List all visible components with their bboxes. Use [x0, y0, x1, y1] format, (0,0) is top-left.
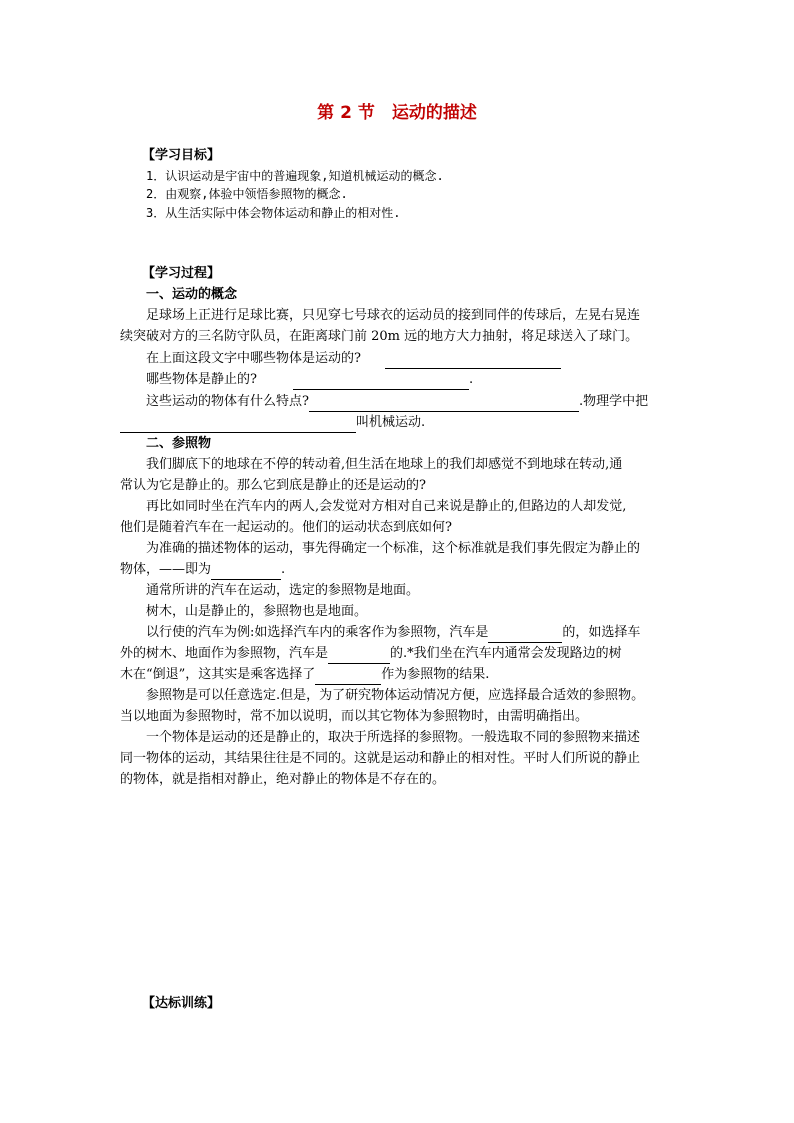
paragraph-line: 树木，山是静止的，参照物也是地面。	[146, 604, 368, 619]
process-heading: 【学习过程】	[142, 266, 221, 281]
goals-heading: 【学习目标】	[142, 148, 221, 163]
question-end: .物理学中把	[578, 394, 649, 409]
paragraph-text: 外的树木、地面作为参照物，汽车是	[120, 646, 329, 661]
paragraph-line	[120, 560, 285, 580]
question-end: .	[468, 372, 474, 387]
answer-blank[interactable]	[293, 375, 469, 390]
paragraph-line: 一个物体是运动的还是静止的，取决于所选择的参照物。一般选取不同的参照物来描述	[146, 730, 641, 745]
paragraph-text: 木在“倒退”，这其实是乘客选择了	[120, 667, 316, 682]
section-heading: 一、运动的概念	[146, 287, 238, 302]
question-3	[146, 392, 648, 412]
page-title: 第 2 节 运动的描述	[317, 103, 477, 123]
question-1	[146, 349, 561, 369]
answer-blank[interactable]	[315, 670, 381, 685]
paragraph-line: 通常所讲的汽车在运动，选定的参照物是地面。	[146, 583, 420, 598]
question-end: 叫机械运动.	[356, 415, 426, 430]
paragraph-line: 足球场上正进行足球比赛，只见穿七号球衣的运动员的接到同伴的传球后，左晃右晃连	[146, 308, 641, 323]
paragraph-line: 参照物是可以任意选定.但是，为了研究物体运动情况方便，应选择最合适效的参照物。	[146, 688, 645, 703]
paragraph-line: 再比如同时坐在汽车内的两人,会发觉对方相对自己来说是静止的,但路边的人却发觉,	[146, 499, 627, 514]
answer-blank[interactable]	[385, 354, 561, 369]
paragraph-line: 常认为它是静止的。那么它到底是静止的还是运动的?	[120, 478, 426, 493]
paragraph-line: 他们是随着汽车在一起运动的。他们的运动状态到底如何?	[120, 520, 452, 535]
paragraph-line: 为准确的描述物体的运动，事先得确定一个标准，这个标准就是我们事先假定为静止的	[146, 541, 641, 556]
answer-blank[interactable]	[328, 649, 390, 664]
paragraph-line: 我们脚底下的地球在不停的转动着,但生活在地球上的我们却感觉不到地球在转动,通	[146, 457, 623, 472]
paragraph-text: 的，如选择车	[562, 625, 641, 640]
paragraph-text: 作为参照物的结果.	[381, 667, 490, 682]
paragraph-line	[146, 623, 640, 643]
question-text: 这些运动的物体有什么特点?	[146, 394, 309, 409]
goal-item: 3．从生活实际中体会物体运动和静止的相对性.	[146, 206, 401, 220]
paragraph-line: 续突破对方的三名防守队员，在距离球门前 20m 远的地方大力抽射，将足球送入了球门。	[120, 329, 639, 344]
goal-item: 2．由观察,体验中领悟参照物的概念.	[146, 187, 348, 201]
paragraph-text: 的.*我们坐在汽车内通常会发现路边的树	[390, 646, 622, 661]
paragraph-line	[120, 665, 489, 685]
answer-blank[interactable]	[211, 565, 281, 580]
training-heading: 【达标训练】	[142, 996, 221, 1011]
goal-item: 1．认识运动是宇宙中的普遍现象,知道机械运动的概念.	[146, 169, 444, 183]
paragraph-line: 当以地面为参照物时，常不加以说明，而以其它物体为参照物时，由需明确指出。	[120, 709, 589, 724]
paragraph-text: 物体，——即为	[120, 562, 212, 577]
paragraph-line: 同一物体的运动，其结果往往是不同的。这就是运动和静止的相对性。平时人们所说的静止	[120, 751, 641, 766]
answer-blank[interactable]	[120, 418, 356, 433]
question-text: 在上面这段文字中哪些物体是运动的?	[146, 351, 361, 366]
paragraph-line: 的物体，就是指相对静止，绝对静止的物体是不存在的。	[120, 772, 446, 787]
paragraph-line	[120, 644, 622, 664]
question-text: 哪些物体是静止的?	[146, 372, 257, 387]
question-2	[146, 370, 473, 390]
answer-blank[interactable]	[488, 628, 562, 643]
section-heading: 二、参照物	[146, 436, 212, 451]
paragraph-end: .	[281, 562, 286, 577]
paragraph-text: 以行使的汽车为例:如选择汽车内的乘客作为参照物，汽车是	[146, 625, 489, 640]
answer-blank[interactable]	[309, 397, 579, 412]
question-4	[120, 413, 425, 433]
